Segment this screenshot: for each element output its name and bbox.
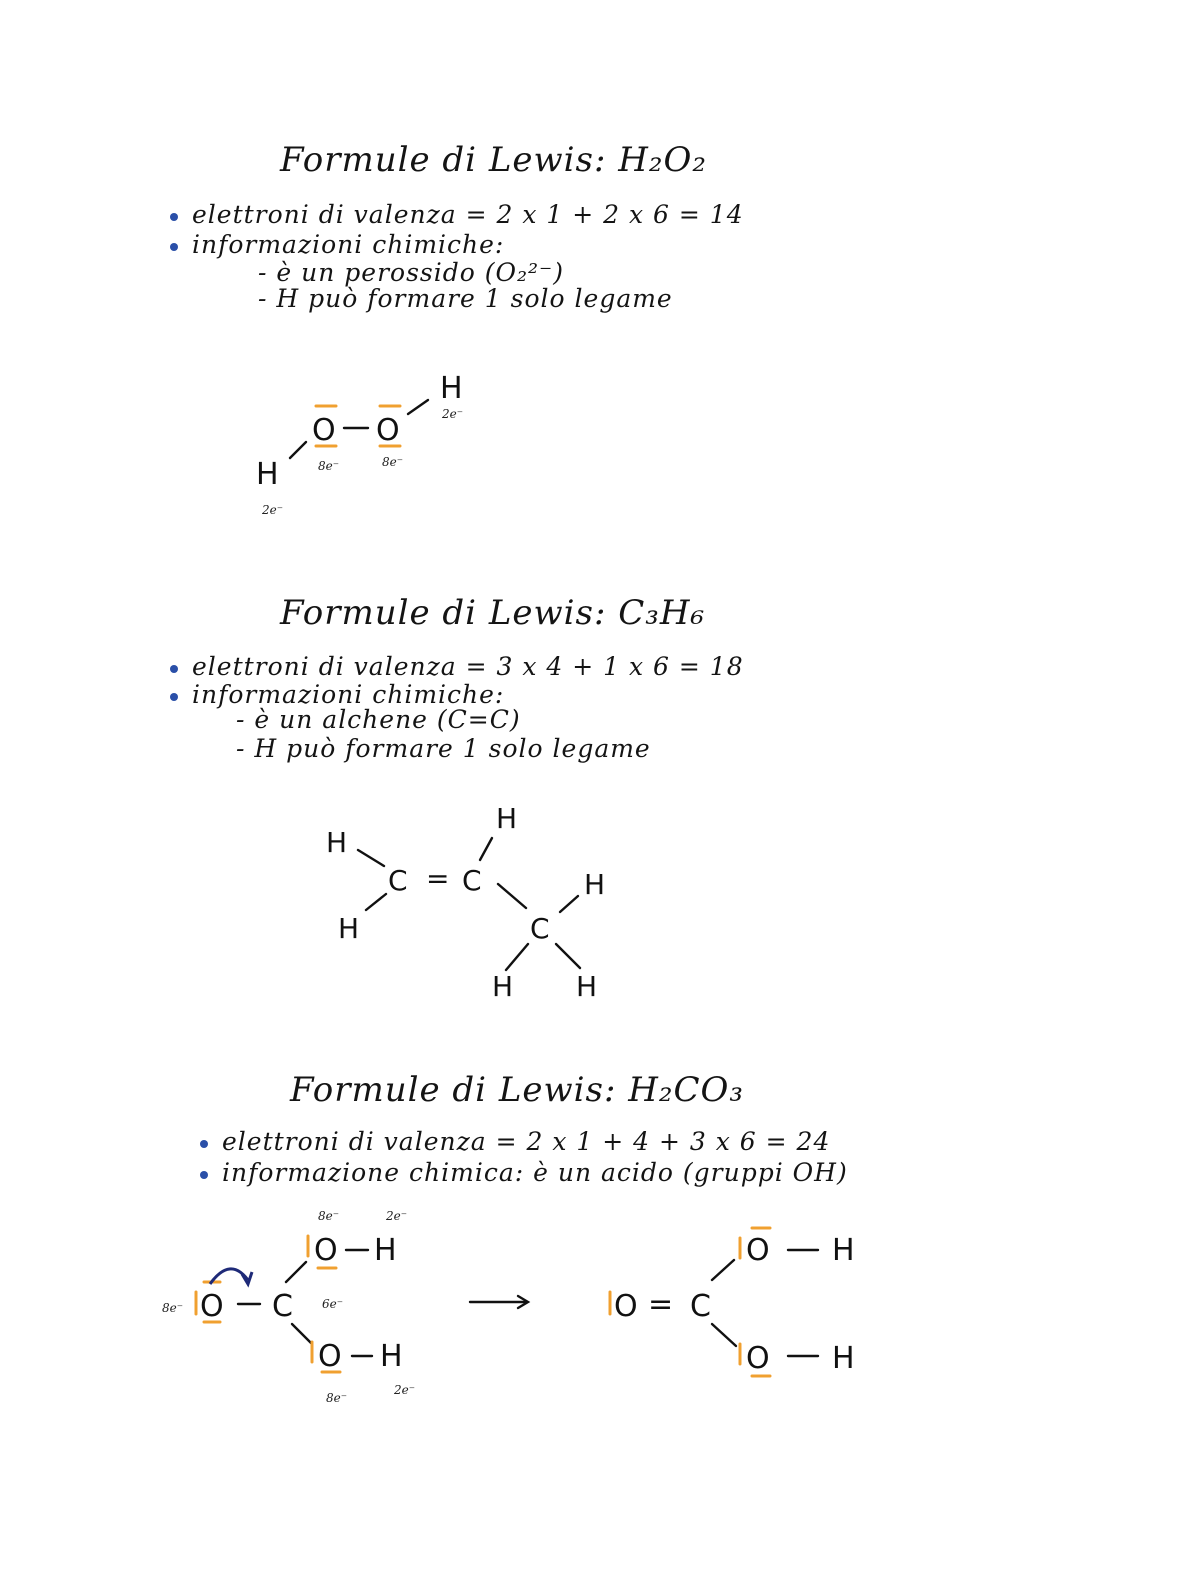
bond [366, 894, 386, 910]
bond [560, 896, 578, 912]
atom-o-bottom: O [318, 1339, 342, 1374]
section-2-note-2: - H può formare 1 solo legame [236, 734, 651, 763]
electron-count: 2e⁻ [442, 407, 464, 421]
atom-h-top: H [374, 1233, 397, 1268]
bond-h-o [290, 442, 306, 458]
electron-count: 8e⁻ [382, 455, 404, 469]
atom-h: H [338, 912, 360, 945]
atom-c: C [690, 1289, 711, 1324]
bond [286, 1262, 306, 1282]
atom-h-left: H [256, 457, 279, 492]
section-1-note-1: - è un perossido (O₂²⁻) [258, 258, 564, 287]
electron-count: 8e⁻ [318, 459, 340, 473]
atom-h: H [492, 970, 514, 1003]
atom-o-double: O [614, 1289, 638, 1324]
h2o2-structure [256, 371, 463, 517]
electron-count: 2e⁻ [386, 1209, 408, 1223]
atom-o-top: O [314, 1233, 338, 1268]
h2co3-structure-left [162, 1209, 415, 1405]
double-bond: = [648, 1287, 674, 1322]
bond-o-h [408, 400, 428, 414]
electron-count: 2e⁻ [394, 1383, 416, 1397]
section-2-note-1: - è un alchene (C=C) [236, 705, 521, 734]
c3h6-structure [326, 802, 605, 1003]
electron-count: 6e⁻ [322, 1297, 344, 1311]
atom-c-2: C [462, 864, 482, 897]
bond [556, 944, 580, 968]
section-1-title: Formule di Lewis: H₂O₂ [280, 140, 708, 180]
atom-h-bottom: H [832, 1341, 855, 1376]
bond [506, 944, 528, 970]
bond [292, 1324, 312, 1344]
atom-o-1: O [312, 413, 336, 448]
h2co3-structure-right [610, 1228, 855, 1376]
atom-o-top: O [746, 1233, 770, 1268]
atom-c-1: C [388, 864, 408, 897]
atom-c-3: C [530, 912, 550, 945]
section-1-info-text: informazioni chimiche: [192, 230, 505, 259]
section-1-note-2: - H può formare 1 solo legame [258, 284, 673, 313]
section-3-valence-text: elettroni di valenza = 2 x 1 + 4 + 3 x 6 = 24 [222, 1127, 831, 1156]
bond [498, 884, 526, 908]
section-1-valence-text: elettroni di valenza = 2 x 1 + 2 x 6 = 14 [192, 200, 744, 229]
bond [712, 1324, 736, 1346]
electron-count: 8e⁻ [326, 1391, 348, 1405]
bond [712, 1260, 734, 1280]
atom-h: H [496, 802, 518, 835]
atom-h-right: H [440, 371, 463, 406]
atom-o-2: O [376, 413, 400, 448]
atom-h: H [576, 970, 598, 1003]
atom-h-bottom: H [380, 1339, 403, 1374]
electron-count: 2e⁻ [262, 503, 284, 517]
atom-o-bottom: O [746, 1341, 770, 1376]
section-2-title: Formule di Lewis: C₃H₆ [280, 593, 706, 633]
section-3-title: Formule di Lewis: H₂CO₃ [290, 1070, 745, 1110]
section-2-valence-text: elettroni di valenza = 3 x 4 + 1 x 6 = 18 [192, 652, 744, 681]
atom-c: C [272, 1289, 293, 1324]
atom-h: H [326, 826, 348, 859]
bond [480, 838, 492, 860]
double-bond: = [426, 862, 450, 895]
electron-count: 8e⁻ [162, 1301, 184, 1315]
atom-o-left: O [200, 1289, 224, 1324]
bond [358, 850, 384, 866]
section-3-info-text: informazione chimica: è un acido (gruppi OH) [222, 1158, 848, 1187]
section-2-info-text: informazioni chimiche: [192, 680, 505, 709]
electron-count: 8e⁻ [318, 1209, 340, 1223]
atom-h-top: H [832, 1233, 855, 1268]
atom-h: H [584, 868, 606, 901]
